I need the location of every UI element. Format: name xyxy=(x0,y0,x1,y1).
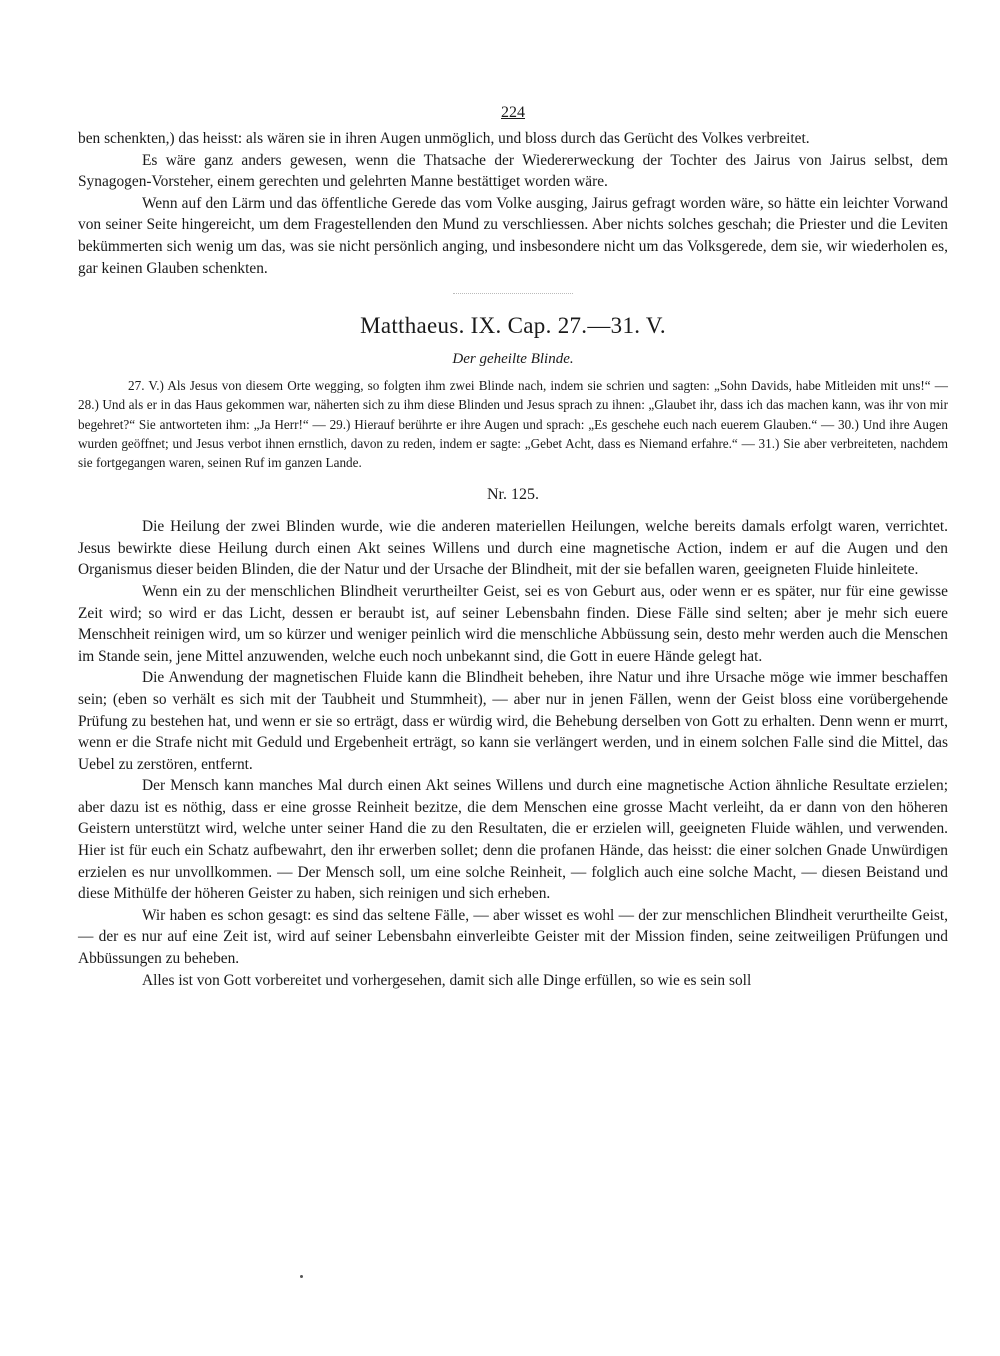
paragraph: Die Anwendung der magnetischen Fluide kann die Blindheit beheben, ihre Natur und ihre Ursache möge wie immer beschaffen sein; (eben so verhält es sich mit der Taubheit und Stummheit), — aber nur in jenen Fällen, wenn der Geist bloss eine vorübergehende Prüfung zu bestehen hat, und wenn er sie so erträgt, dass er würdig wird, die Behebung derselben von Gott zu erhalten. Denn wenn er murrt, wenn er die Strafe nicht mit Geduld und Ergebenheit erträgt, so kann sie verlängert werden, und in einem solchen Falle sind die Mittel, das Uebel zu zerstören, entfernt. xyxy=(78,669,948,773)
intro-section xyxy=(78,128,948,279)
paragraph: Wir haben es schon gesagt: es sind das seltene Fälle, — aber wisset es wohl — der zur menschlichen Blindheit verurtheilte Geist, — der es nur auf eine Zeit ist, wird auf seiner Lebensbahn einverleibte Geister mit der Mission finden, seine zeitweiligen Prüfungen und Abbüssungen zu beheben. xyxy=(78,906,948,968)
document-page xyxy=(78,104,948,991)
paragraph: Es wäre ganz anders gewesen, wenn die Thatsache der Wiedererweckung der Tochter des Jairus von Jairus selbst, dem Synagogen-Vorsteher, einem gerechten und gelehrten Manne bestättiget worden wäre. xyxy=(78,151,948,191)
paragraph: Der Mensch kann manches Mal durch einen Akt seines Willens und durch eine magnetische Action ähnliche Resultate erzielen; aber dazu ist es nöthig, dass er eine grosse Reinheit bezitze, die dem Menschen eine grosse Macht verleiht, da er dann von den höheren Geistern unterstützt wird, welche unter seiner Hand die zu den Resultaten, die er erzielen will, geeigneten Fluide wählen, und verwenden. Hier ist für euch ein Schatz aufbewahrt, den ihr erwerben sollet; denn die profanen Hände, das heisst: die einer solchen Gnade Unwürdigen erzielen es nur unvollkommen. — Der Mensch soll, um eine solche Reinheit, — folglich auch eine solche Macht, — diesen Beistand und diese Mithülfe der höheren Geister zu haben, sich reinigen und sich erheben. xyxy=(78,777,948,903)
paragraph: Alles ist von Gott vorbereitet und vorhergesehen, damit sich alle Dinge erfüllen, so wie es sein soll xyxy=(142,971,752,989)
scripture-text: 27. V.) Als Jesus von diesem Orte wegging, so folgten ihm zwei Blinde nach, indem sie schrien und sagten: „Sohn Davids, habe Mitleiden mit uns!“ — 28.) Und als er in das Haus gekommen war, näherten sich zu ihm diese Blinden und Jesus sprach zu ihnen: „Glaubet ihr, dass ich das machen kann, was ihr von mir begehret?“ Sie antworteten ihm: „Ja Herr!“ — 29.) Hierauf berührte er ihre Augen und sprach: „Es geschehe euch nach euerem Glauben.“ — 30.) Und ihre Augen wurden geöffnet; und Jesus verbot ihnen ernstlich, davon zu reden, indem er sagte: „Gebet Acht, dass es Niemand erfahre.“ — 31.) Sie aber verbreiteten, nachdem sie fortgegangen waren, seinen Ruf im ganzen Lande. xyxy=(78,378,948,470)
number-heading: Nr. 125. xyxy=(487,486,539,504)
paragraph: Wenn auf den Lärm und das öffentliche Gerede das vom Volke ausging, Jairus gefragt worden wäre, so hätte ein leichter Vorwand von seiner Seite hingereicht, um dem Fragestellenden den Mund zu verschliessen. Aber nichts solches geschah; die Priester und die Leviten bekümmerten sich wenig um das, was sie nicht persönlich anging, und insbesondere nicht um das Volksgerede, dem sie, wir wiederholen es, gar keinen Glauben schenkten. xyxy=(78,194,948,277)
page-number: 224 xyxy=(501,104,525,121)
scripture-block xyxy=(78,376,948,472)
body-section xyxy=(78,516,948,991)
paragraph: Wenn ein zu der menschlichen Blindheit verurtheilter Geist, sei es von Geburt aus, oder wenn er es später, nur für eine gewisse Zeit wird; so wird er das Licht, dessen er beraubt ist, auf seiner Lebensbahn finden. Diese Fälle sind selten; aber je mehr sich euere Menschheit reinigen wird, um so kürzer und weniger peinlich wird die menschliche Abbüssung sein, desto mehr werden auch die Menschen im Stande sein, jene Mittel anzuwenden, welche euch noch unbekannt sind, die Gott in euere Hände gelegt hat. xyxy=(78,582,948,665)
print-speck xyxy=(300,1275,303,1278)
section-heading: Matthaeus. IX. Cap. 27.—31. V. xyxy=(360,313,666,339)
paragraph: ben schenkten,) das heisst: als wären sie in ihren Augen unmöglich, und bloss durch das Gerücht des Volkes verbreitet. xyxy=(78,130,810,147)
section-divider xyxy=(453,293,573,295)
paragraph: Die Heilung der zwei Blinden wurde, wie die anderen materiellen Heilungen, welche bereits damals erfolgt waren, verrichtet. Jesus bewirkte diese Heilung durch einen Akt seines Willens und durch eine magnetische Action, indem er auf die Augen und den Organismus dieser beiden Blinden, die der Natur und der Ursache der Blindheit, mit der sie befallen waren, geeigneten Fluide hinleitete. xyxy=(78,518,948,579)
section-subheading: Der geheilte Blinde. xyxy=(452,351,574,368)
